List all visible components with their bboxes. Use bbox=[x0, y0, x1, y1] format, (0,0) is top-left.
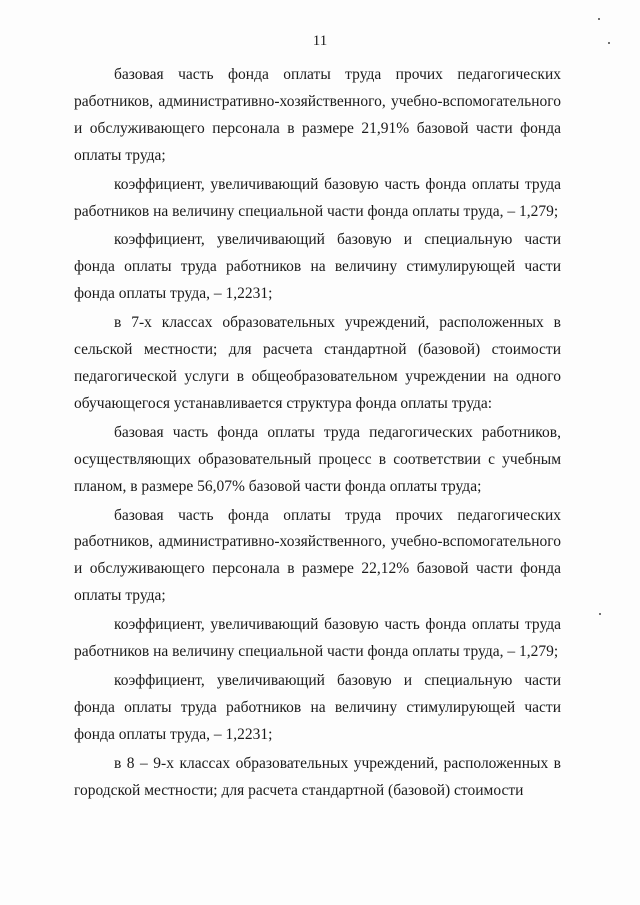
paragraph-7: коэффициент, увеличивающий базовую часть фонда оплаты труда работников на величину специальной части фонда оплаты труда, – 1,279; bbox=[74, 616, 561, 661]
scan-speck bbox=[608, 42, 610, 44]
page-number: 11 bbox=[312, 33, 328, 49]
paragraph-1: базовая часть фонда оплаты труда прочих педагогических работников, административно-хозяйственного, учебно-вспомогательного и обслуживающего персонала в размере 21,91% базовой части фонда оплаты труда; bbox=[74, 66, 561, 164]
paragraph-5: базовая часть фонда оплаты труда педагогических работников, осуществляющих образовательный процесс в соответствии с учебным планом, в размере 56,07% базовой части фонда оплаты труда; bbox=[74, 423, 561, 495]
paragraph-9: в 8 – 9-х классах образовательных учреждений, расположенных в городской местности; для расчета стандартной (базовой) стоимости bbox=[74, 754, 561, 799]
paragraph-4: в 7-х классах образовательных учреждений, расположенных в сельской местности; для расчета стандартной (базовой) стоимости педагогической услуги в общеобразовательном учреждении на одного обучающегося устанавливается структура фонда оплаты труда: bbox=[74, 314, 561, 412]
paragraph-2: коэффициент, увеличивающий базовую часть фонда оплаты труда работников на величину специальной части фонда оплаты труда, – 1,279; bbox=[74, 175, 561, 220]
scan-speck bbox=[598, 18, 600, 20]
document-body bbox=[74, 62, 561, 804]
paragraph-6: базовая часть фонда оплаты труда прочих педагогических работников, административно-хозяйственного, учебно-вспомогательного и обслуживающего персонала в размере 22,12% базовой части фонда оплаты труда; bbox=[74, 506, 561, 605]
paragraph-3: коэффициент, увеличивающий базовую и специальную части фонда оплаты труда работников на величину стимулирующей части фонда оплаты труда, – 1,2231; bbox=[74, 231, 561, 303]
paragraph-8: коэффициент, увеличивающий базовую и специальную части фонда оплаты труда работников на величину стимулирующей части фонда оплаты труда, – 1,2231; bbox=[74, 671, 561, 743]
scan-speck bbox=[599, 613, 601, 615]
